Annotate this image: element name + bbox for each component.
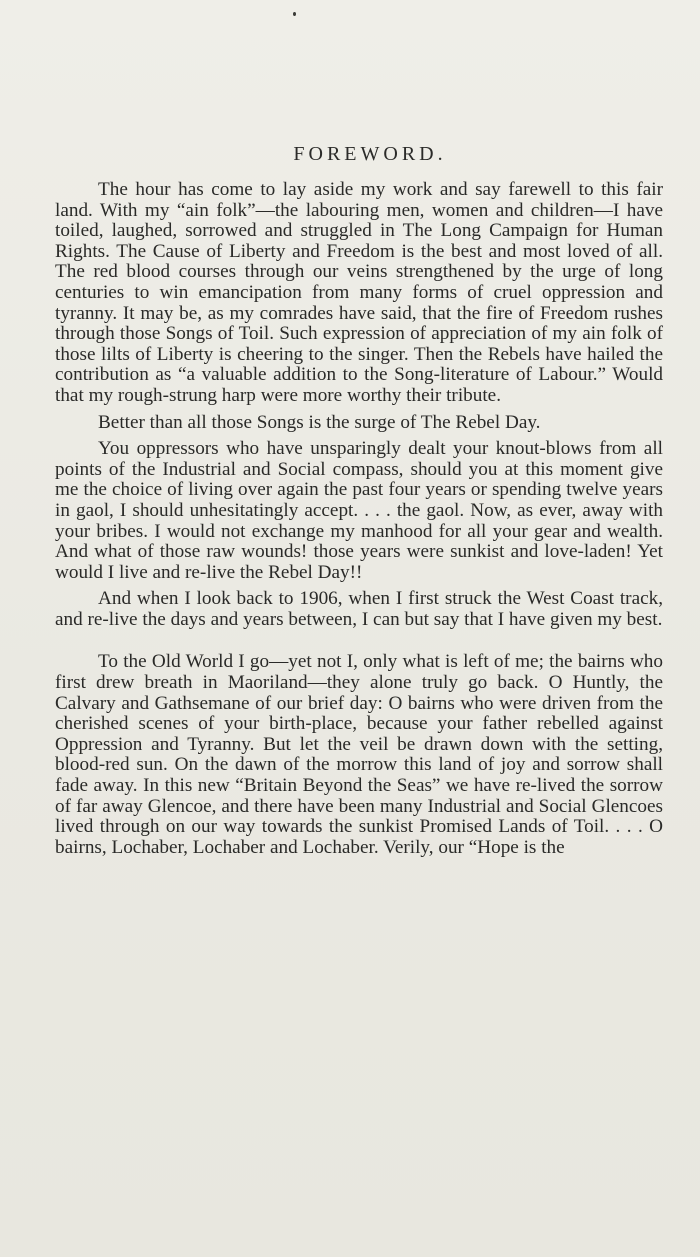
ink-speck: [293, 12, 296, 16]
page-title: FOREWORD.: [293, 143, 447, 165]
body-text: [55, 180, 663, 858]
paragraph-1: The hour has come to lay aside my work and say farewell to this fair land. With my “ain folk”—the labouring men, women and children—I have toiled, laughed, sorrowed and struggled in The Long Campaign for Human Rights. The Cause of Liberty and Freedom is the best and most loved of all. The red blood courses through our veins strengthened by the urge of long centuries to win emancipation from many forms of cruel oppression and tyranny. It may be, as my comrades have said, that the fire of Freedom rushes through those Songs of Toil. Such expression of appreciation of my ain folk of those lilts of Liberty is cheering to the singer. Then the Rebels have hailed the contribution as “a valuable addition to the Song-literature of Labour.” Would that my rough-strung harp were more worthy their tribute.: [55, 179, 663, 406]
paragraph-5: To the Old World I go—yet not I, only what is left of me; the bairns who first drew breath in Maoriland—they alone truly go back. O Huntly, the Calvary and Gathsemane of our brief day: O bairns who were driven from the cherished scenes of your birth-place, because your father rebelled against Oppression and Tyranny. But let the veil be drawn down with the setting, blood-red sun. On the dawn of the morrow this land of joy and sorrow shall fade away. In this new “Britain Beyond the Seas” we have re-lived the sorrow of far away Glencoe, and there have been many Industrial and Social Glencoes lived through on our way towards the sunkist Promised Lands of Toil. . . . O bairns, Lochaber, Lochaber and Lochaber. Verily, our “Hope is the: [55, 651, 663, 858]
paragraph-2: Better than all those Songs is the surge of The Rebel Day.: [98, 411, 541, 433]
paragraph-3: You oppressors who have unsparingly dealt your knout-blows from all points of the Industrial and Social compass, should you at this moment give me the choice of living over again the past four years or spending twelve years in gaol, I should unhesitatingly accept. . . . the gaol. Now, as ever, away with your bribes. I would not exchange my manhood for all your gear and wealth. And what of those raw wounds! those years were sunkist and love-laden! Yet would I live and re-live the Rebel Day!!: [55, 438, 663, 583]
paragraph-4: And when I look back to 1906, when I first struck the West Coast track, and re-live the days and years between, I can but say that I have given my best.: [55, 588, 663, 630]
